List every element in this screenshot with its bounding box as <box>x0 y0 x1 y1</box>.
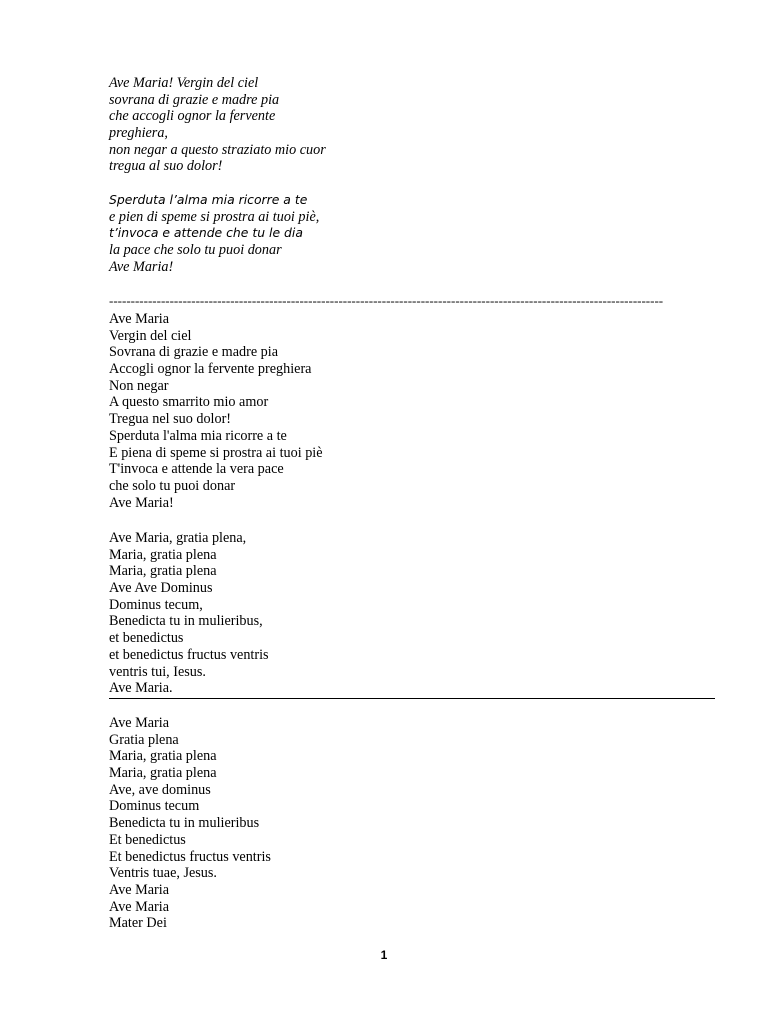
verse-line: Benedicta tu in mulieribus <box>109 815 260 832</box>
dash-separator: -------------------------------------------------------------------------------------------------------------------------------- <box>109 293 664 308</box>
verse-line: sovrana di grazie e madre pia <box>109 91 280 108</box>
verse-line: Ave Maria, gratia plena, <box>109 530 247 546</box>
verse-line: Sovrana di grazie e madre pia <box>109 344 278 361</box>
verse-line: Ave Maria <box>109 311 170 327</box>
verse-line: Gratia plena <box>109 731 179 748</box>
verse-line: Et benedictus fructus ventris <box>109 848 271 865</box>
page-number: 1 <box>380 948 388 962</box>
verse-line: Ave Maria <box>109 898 170 915</box>
verse-line: Benedicta tu in mulieribus, <box>109 613 263 630</box>
verse-line: Maria, gratia plena <box>109 546 217 563</box>
verse-line: Et benedictus <box>109 831 186 848</box>
verse-line: Maria, gratia plena <box>109 748 217 765</box>
verse-line: Ave Maria <box>109 715 170 731</box>
verse-line: Maria, gratia plena <box>109 765 217 782</box>
verse-line: et benedictus <box>109 630 184 647</box>
verse-line: et benedictus fructus ventris <box>109 646 269 663</box>
verse-line: Ave Ave Dominus <box>109 580 213 597</box>
verse-line: Tregua nel suo dolor! <box>109 411 232 428</box>
verse-line: tregua al suo dolor! <box>109 158 223 175</box>
verse-line: Ventris tuae, Jesus. <box>109 865 217 882</box>
italic-verse-2 <box>109 192 719 275</box>
verse-line: Vergin del ciel <box>109 327 192 344</box>
verse-line: e pien di speme si prostra ai tuoi piè, <box>109 208 320 225</box>
verse-line: Non negar <box>109 377 169 394</box>
verse-line: Dominus tecum, <box>109 596 203 613</box>
verse-line: Ave, ave dominus <box>109 781 211 798</box>
italic-verse-1 <box>109 75 719 175</box>
verse-line: t’invoca e attende che tu le dia <box>109 225 303 241</box>
verse-line: Accogli ognor la fervente preghiera <box>109 361 312 378</box>
verse-line: la pace che solo tu puoi donar <box>109 242 282 259</box>
verse-line: E piena di speme si prostra ai tuoi piè <box>109 444 323 461</box>
verse-line: Sperduta l'alma mia ricorre a te <box>109 427 287 444</box>
verse-line: Ave Maria <box>109 881 170 898</box>
verse-line: Ave Maria! <box>109 258 174 275</box>
italian-verse <box>109 311 719 511</box>
verse-line: T'invoca e attende la vera pace <box>109 461 284 478</box>
verse-line: Ave Maria! Vergin del ciel <box>109 75 259 91</box>
horizontal-rule <box>109 698 715 699</box>
verse-line: Ave Maria! <box>109 494 174 511</box>
verse-line: non negar a questo straziato mio cuor <box>109 141 326 158</box>
verse-line: ventris tui, Iesus. <box>109 663 206 680</box>
verse-line: Mater Dei <box>109 915 167 932</box>
verse-line: Ave Maria. <box>109 680 173 697</box>
verse-line: A questo smarrito mio amor <box>109 394 269 411</box>
latin-verse-1 <box>109 530 719 697</box>
verse-line: che solo tu puoi donar <box>109 477 236 494</box>
verse-line: preghiera, <box>109 125 168 142</box>
latin-verse-2 <box>109 715 719 932</box>
verse-line: che accogli ognor la fervente <box>109 108 276 125</box>
verse-line: Sperduta l’alma mia ricorre a te <box>109 192 308 207</box>
verse-line: Maria, gratia plena <box>109 563 217 580</box>
verse-line: Dominus tecum <box>109 798 200 815</box>
